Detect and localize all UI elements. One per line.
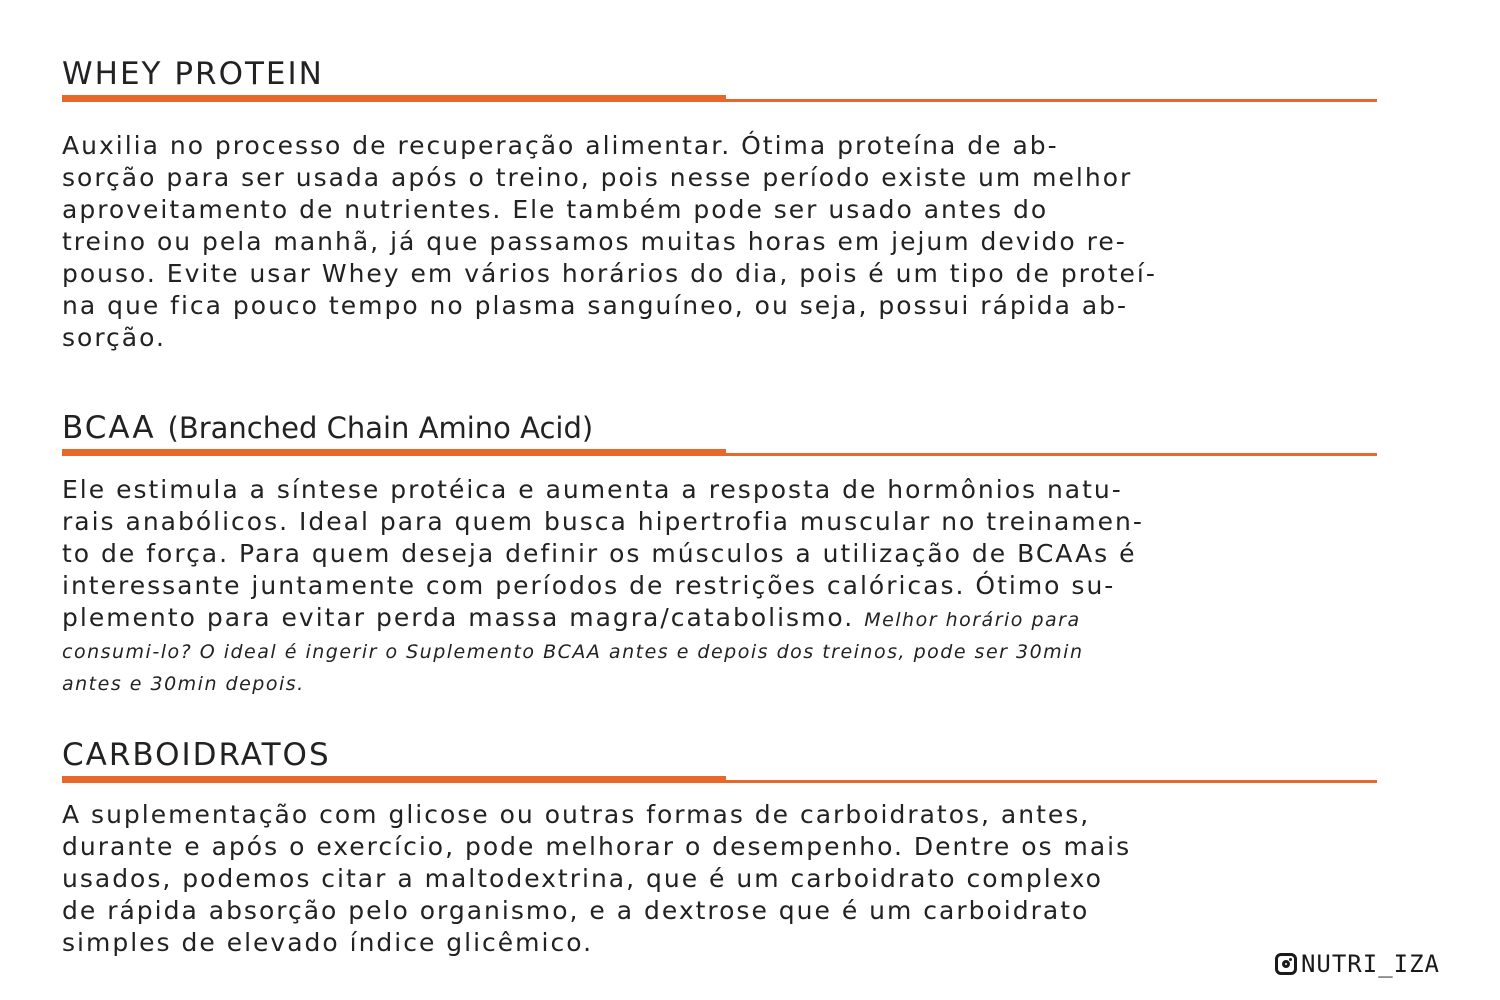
body-line: Ele estimula a síntese protéica e aumenta a resposta de hormônios natu-	[62, 475, 1123, 504]
section-body	[62, 130, 1377, 354]
handle-text: NUTRI_IZA	[1300, 950, 1440, 978]
social-handle	[1275, 950, 1440, 978]
body-line: aproveitamento de nutrientes. Ele também pode ser usado antes do	[62, 195, 1049, 224]
italic-note: antes e 30min depois.	[62, 673, 305, 695]
instagram-icon	[1275, 953, 1297, 975]
section-title: WHEY PROTEIN	[62, 56, 324, 92]
section-bcaa	[62, 400, 1377, 700]
body-line-mixed	[62, 602, 1377, 636]
body-line: treino ou pela manhã, já que passamos muitas horas em jejum devido re-	[62, 227, 1127, 256]
body-line: na que fica pouco tempo no plasma sanguíneo, ou seja, possui rápida ab-	[62, 291, 1129, 320]
body-line: to de força. Para quem deseja definir os músculos a utilização de BCAAs é	[62, 539, 1137, 568]
body-line: usados, podemos citar a maltodextrina, que é um carboidrato complexo	[62, 864, 1103, 893]
body-line: plemento para evitar perda massa magra/catabolismo.	[62, 603, 855, 632]
body-line: pouso. Evite usar Whey em vários horários do dia, pois é um tipo de proteí-	[62, 259, 1157, 288]
section-body	[62, 474, 1377, 700]
section-heading	[62, 46, 1377, 102]
section-body	[62, 799, 1377, 959]
heading-rule-thick	[62, 449, 726, 456]
heading-rule-thick	[62, 95, 726, 102]
section-carboidratos	[62, 727, 1377, 959]
section-heading	[62, 400, 1377, 456]
body-line: A suplementação com glicose ou outras formas de carboidratos, antes,	[62, 800, 1091, 829]
section-title: CARBOIDRATOS	[62, 737, 331, 773]
body-line: de rápida absorção pelo organismo, e a dextrose que é um carboidrato	[62, 896, 1090, 925]
body-line: sorção.	[62, 323, 166, 352]
italic-note: consumi-lo? O ideal é ingerir o Suplemento BCAA antes e depois dos treinos, pode ser 30min	[62, 641, 1084, 663]
section-title: BCAA	[62, 410, 156, 446]
body-line: interessante juntamente com períodos de restrições calóricas. Ótimo su-	[62, 571, 1116, 600]
section-heading	[62, 727, 1377, 783]
body-line: Auxilia no processo de recuperação alimentar. Ótima proteína de ab-	[62, 131, 1059, 160]
heading-rule-thick	[62, 776, 726, 783]
body-line: sorção para ser usada após o treino, pois nesse período existe um melhor	[62, 163, 1133, 192]
italic-note: Melhor horário para	[864, 609, 1081, 631]
section-title-wrap	[62, 410, 593, 446]
body-line: rais anabólicos. Ideal para quem busca hipertrofia muscular no treinamen-	[62, 507, 1144, 536]
body-line: simples de elevado índice glicêmico.	[62, 928, 594, 957]
section-subtitle: (Branched Chain Amino Acid)	[167, 411, 594, 445]
body-line: durante e após o exercício, pode melhorar o desempenho. Dentre os mais	[62, 832, 1132, 861]
section-whey-protein	[62, 46, 1377, 354]
